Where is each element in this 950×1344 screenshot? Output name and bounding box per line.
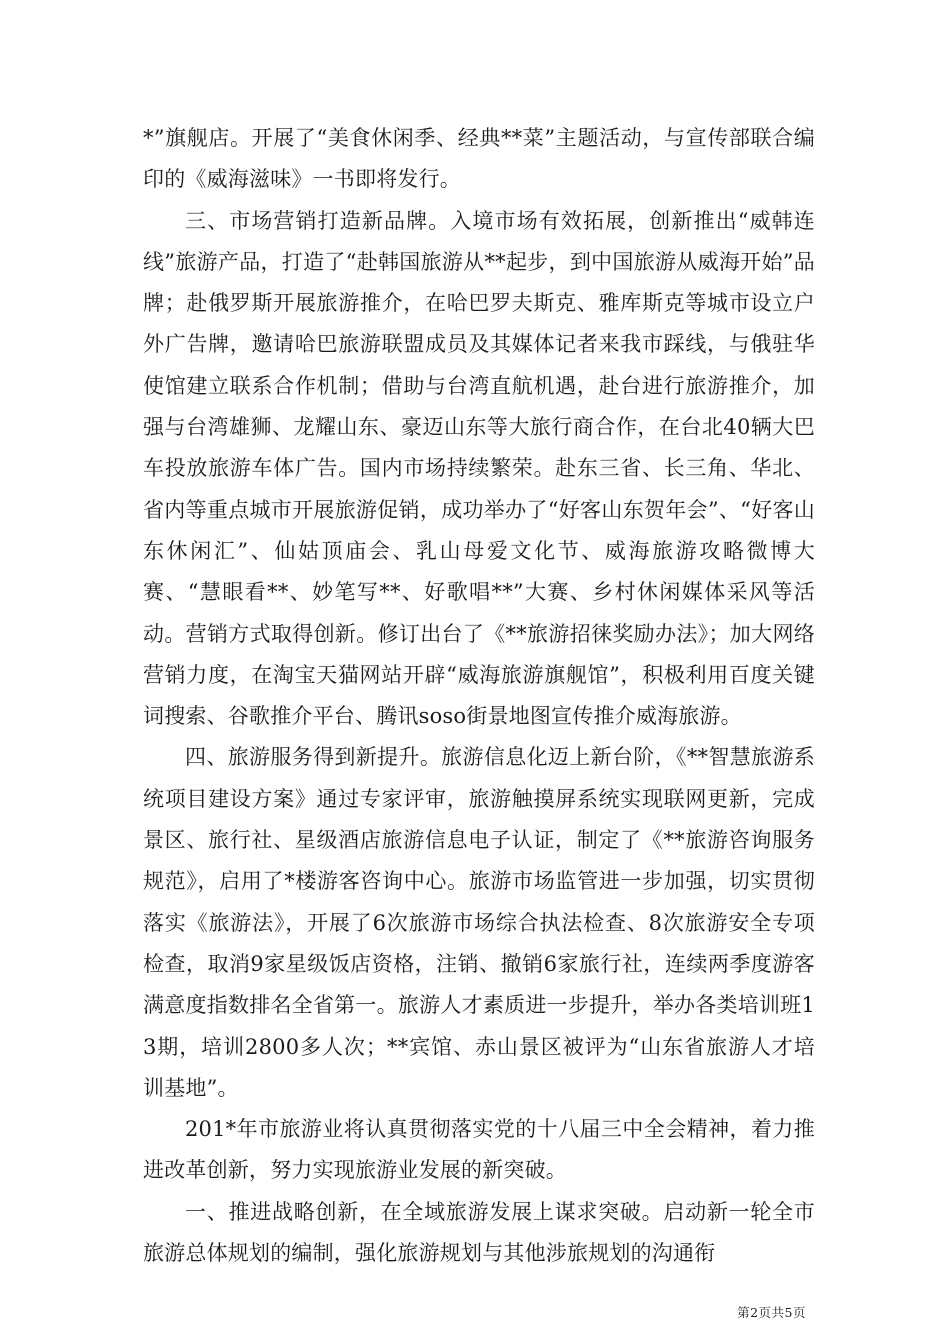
paragraph-1: *”旗舰店。开展了“美食休闲季、经典**菜”主题活动，与宣传部联合编印的《威海滋味》一书即将发行。 [143, 126, 815, 192]
paragraph-2: 三、市场营销打造新品牌。入境市场有效拓展，创新推出“威韩连线”旅游产品，打造了“赴韩国旅游从**起步，到中国旅游从威海开始”品牌；赴俄罗斯开展旅游推介，在哈巴罗夫斯克、雅库斯克等城市设立户外广告牌，邀请哈巴旅游联盟成员及其媒体记者来我市踩线，与俄驻华使馆建立联系合作机制；借助与台湾直航机遇，赴台进行旅游推介，加强与台湾雄狮、龙耀山东、豪迈山东等大旅行商合作，在台北40辆大巴车投放旅游车体广告。国内市场持续繁荣。赴东三省、长三角、华北、省内等重点城市开展旅游促销，成功举办了“好客山东贺年会”、“好客山东休闲汇”、仙姑顶庙会、乳山母爱文化节、威海旅游攻略微博大赛、“慧眼看**、妙笔写**、好歌唱**”大赛、乡村休闲媒体采风等活动。营销方式取得创新。修订出台了《**旅游招徕奖励办法》；加大网络营销力度，在淘宝天猫网站开辟“威海旅游旗舰馆”，积极利用百度关键词搜索、谷歌推介平台、腾讯soso街景地图宣传推介威海旅游。 [143, 208, 815, 729]
paragraph-5: 一、推进战略创新，在全域旅游发展上谋求突破。启动新一轮全市旅游总体规划的编制，强化旅游规划与其他涉旅规划的沟通衔 [143, 1199, 815, 1266]
document-body [143, 118, 815, 1274]
paragraph-3: 四、旅游服务得到新提升。旅游信息化迈上新台阶，《**智慧旅游系统项目建设方案》通过专家评审，旅游触摸屏系统实现联网更新，完成景区、旅行社、星级酒店旅游信息电子认证，制定了《**旅游咨询服务规范》，启用了*楼游客咨询中心。旅游市场监管进一步加强，切实贯彻落实《旅游法》，开展了6次旅游市场综合执法检查、8次旅游安全专项检查，取消9家星级饭店资格，注销、撤销6家旅行社，连续两季度游客满意度指数排名全省第一。旅游人才素质进一步提升，举办各类培训班13期，培训2800多人次；**宾馆、赤山景区被评为“山东省旅游人才培训基地”。 [143, 745, 815, 1100]
page-number-footer: 第2页共5页 [737, 1305, 806, 1320]
paragraph-4: 201*年市旅游业将认真贯彻落实党的十八届三中全会精神，着力推进改革创新，努力实现旅游业发展的新突破。 [143, 1117, 815, 1183]
